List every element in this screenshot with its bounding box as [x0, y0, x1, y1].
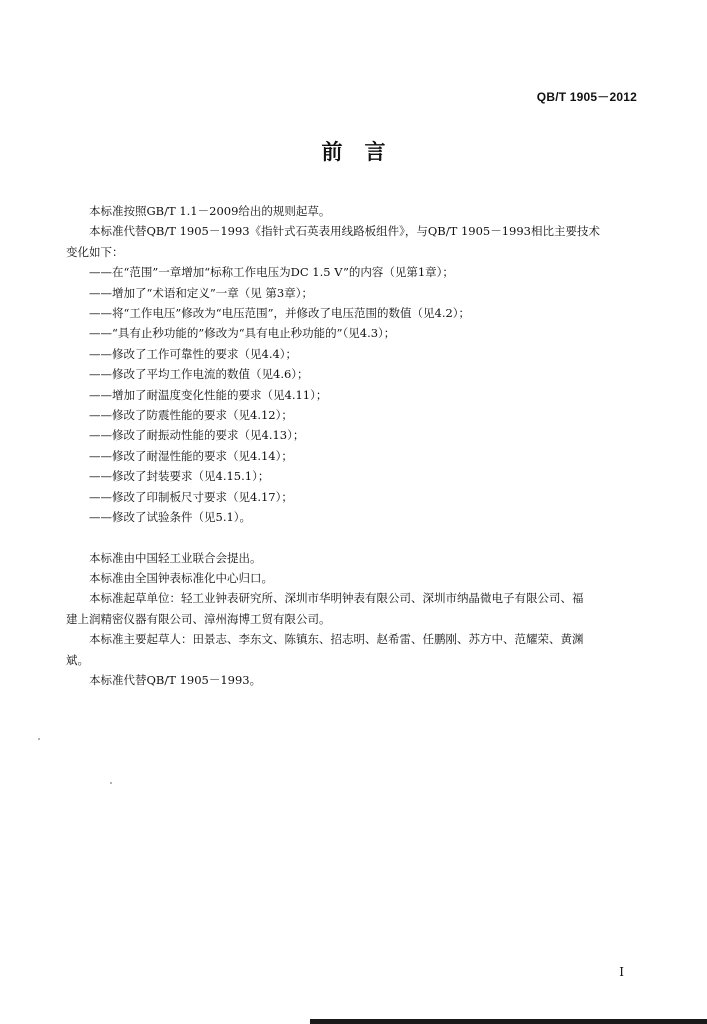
standard-code: QB/T 1905－2012: [536, 90, 637, 104]
paragraph-drafting-rules: 本标准按照GB/T 1.1－2009给出的规则起草。: [89, 204, 331, 218]
change-item: ——修改了工作可靠性的要求（见4.4）；: [89, 346, 298, 361]
change-item: ——修改了封装要求（见4.15.1）；: [89, 469, 270, 484]
change-item: ——增加了“术语和定义”一章（见 第3章）；: [89, 285, 313, 300]
page-number: I: [619, 965, 624, 979]
scan-speck: [38, 738, 40, 740]
change-item: ——修改了耐振动性能的要求（见4.13）；: [89, 428, 305, 443]
change-item: ——修改了平均工作电流的数值（见4.6）；: [89, 367, 309, 382]
paragraph-proposed-by: 本标准由中国轻工业联合会提出。: [89, 550, 262, 565]
paragraph-replaces-intro: 本标准代替QB/T 1905－1993《指针式石英表用线路板组件》，与QB/T 1905－1993相比主要技术: [89, 224, 600, 239]
paragraph-replaces: 本标准代替QB/T 1905－1993。: [89, 672, 262, 687]
page-title: 前言: [321, 140, 408, 164]
change-item: ——增加了耐温度变化性能的要求（见4.11）；: [89, 387, 328, 402]
change-item: ——修改了防震性能的要求（见4.12）；: [89, 408, 293, 423]
scan-speck: [110, 782, 112, 784]
paragraph-drafting-units-cont: 建上润精密仪器有限公司、漳州海博工贸有限公司。: [66, 611, 331, 626]
paragraph-managed-by: 本标准由全国钟表标准化中心归口。: [89, 570, 273, 585]
change-item: ——修改了耐湿性能的要求（见4.14）；: [89, 448, 293, 463]
paragraph-drafters: 本标准主要起草人：田景志、李东文、陈镇东、招志明、赵希雷、任鹏刚、苏方中、范耀荣、黄渊: [89, 632, 584, 647]
change-list: [66, 262, 640, 527]
paragraph-drafters-cont: 斌。: [66, 652, 89, 667]
foreword-body: [66, 201, 640, 690]
paragraph-replaces-intro-cont: 变化如下：: [66, 244, 124, 259]
change-item: ——修改了试验条件（见5.1）。: [89, 510, 252, 525]
change-item: ——修改了印制板尺寸要求（见4.17）；: [89, 489, 293, 504]
change-item: ——将“工作电压”修改为“电压范围”，并修改了电压范围的数值（见4.2）；: [89, 306, 471, 321]
paragraph-drafting-units: 本标准起草单位：轻工业钟表研究所、深圳市华明钟表有限公司、深圳市纳晶微电子有限公司、福: [89, 591, 584, 606]
change-item: ——在“范围”一章增加“标称工作电压为DC 1.5 V”的内容（见第1章）；: [89, 265, 454, 280]
change-item: ——“具有止秒功能的”修改为“具有电止秒功能的”（见4.3）；: [89, 326, 396, 341]
bottom-edge-shadow: [310, 1019, 707, 1024]
section-gap: [66, 528, 640, 548]
